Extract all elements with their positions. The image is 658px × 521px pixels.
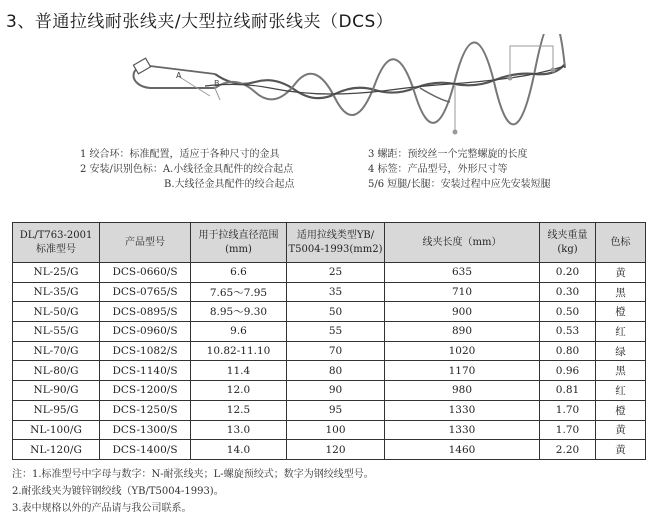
- cell-clamp-weight: 0.20: [540, 263, 596, 283]
- legend-left: [80, 147, 295, 192]
- callout-b-line: [214, 86, 220, 100]
- cell-color-code: 橙: [596, 302, 646, 322]
- grip-label-tag: [133, 58, 150, 74]
- cell-clamp-length: 890: [385, 322, 540, 342]
- header-standard-model: DL/T763-2001 标准型号: [13, 223, 100, 263]
- header-color-code: 色标: [596, 223, 646, 263]
- cell-color-code: 黄: [596, 263, 646, 283]
- cell-color-code: 红: [596, 322, 646, 342]
- cell-clamp-length: 1460: [385, 440, 540, 460]
- cell-clamp-length: 635: [385, 263, 540, 283]
- cell-color-code: 绿: [596, 341, 646, 361]
- callout-a-label: A: [176, 71, 182, 80]
- pitch-marker-2: [551, 68, 556, 73]
- table-header-row: [13, 223, 646, 263]
- cell-diameter-range: 10.82-11.10: [191, 341, 287, 361]
- cell-product-model: DCS-1400/S: [100, 440, 191, 460]
- cell-clamp-weight: 0.96: [540, 361, 596, 381]
- header-strand-type: 适用拉线类型YB/ T5004-1993(mm2): [287, 223, 385, 263]
- cell-standard-model: NL-80/G: [13, 361, 100, 381]
- cell-color-code: 黄: [596, 440, 646, 460]
- leg-marker: [453, 130, 458, 135]
- cell-standard-model: NL-55/G: [13, 322, 100, 342]
- header-product-model: 产品型号: [100, 223, 191, 263]
- cell-clamp-length: 710: [385, 282, 540, 302]
- cell-clamp-weight: 0.50: [540, 302, 596, 322]
- cell-standard-model: NL-70/G: [13, 341, 100, 361]
- cell-diameter-range: 14.0: [191, 440, 287, 460]
- cell-clamp-weight: 1.70: [540, 400, 596, 420]
- cell-color-code: 黄: [596, 420, 646, 440]
- cell-product-model: DCS-0895/S: [100, 302, 191, 322]
- cell-strand-type: 35: [287, 282, 385, 302]
- cell-clamp-length: 900: [385, 302, 540, 322]
- cell-standard-model: NL-50/G: [13, 302, 100, 322]
- cell-diameter-range: 7.65～7.95: [191, 282, 287, 302]
- cell-clamp-length: 1170: [385, 361, 540, 381]
- cell-strand-type: 90: [287, 381, 385, 401]
- cell-clamp-weight: 2.20: [540, 440, 596, 460]
- cell-strand-type: 120: [287, 440, 385, 460]
- cell-color-code: 黑: [596, 361, 646, 381]
- cell-diameter-range: 6.6: [191, 263, 287, 283]
- cell-diameter-range: 8.95～9.30: [191, 302, 287, 322]
- cell-clamp-weight: 0.81: [540, 381, 596, 401]
- dead-end-grip-diagram: [0, 34, 658, 146]
- cell-standard-model: NL-100/G: [13, 420, 100, 440]
- spec-table: [12, 222, 646, 460]
- cell-diameter-range: 12.5: [191, 400, 287, 420]
- cell-clamp-length: 1020: [385, 341, 540, 361]
- header-clamp-weight: 线夹重量 (kg): [540, 223, 596, 263]
- cell-diameter-range: 12.0: [191, 381, 287, 401]
- table-row: [13, 341, 646, 361]
- table-row: [13, 361, 646, 381]
- cell-color-code: 橙: [596, 400, 646, 420]
- cell-standard-model: NL-25/G: [13, 263, 100, 283]
- cell-product-model: DCS-1300/S: [100, 420, 191, 440]
- cell-clamp-length: 1330: [385, 420, 540, 440]
- cell-clamp-weight: 0.53: [540, 322, 596, 342]
- cell-standard-model: NL-120/G: [13, 440, 100, 460]
- short-leg: [420, 88, 450, 102]
- legend-item-color-mark-b: B.大线径金具配件的绞合起点: [164, 179, 295, 190]
- table-row: [13, 263, 646, 283]
- table-row: [13, 400, 646, 420]
- cell-product-model: DCS-1082/S: [100, 341, 191, 361]
- table-row: [13, 381, 646, 401]
- cell-clamp-weight: 0.80: [540, 341, 596, 361]
- cell-strand-type: 55: [287, 322, 385, 342]
- cell-standard-model: NL-35/G: [13, 282, 100, 302]
- cell-clamp-weight: 1.70: [540, 420, 596, 440]
- table-row: [13, 440, 646, 460]
- cell-product-model: DCS-0960/S: [100, 322, 191, 342]
- cell-clamp-length: 980: [385, 381, 540, 401]
- table-row: [13, 322, 646, 342]
- table-body: [13, 263, 646, 460]
- legend-item-twist-loop: 1 绞合环：标准配置，适应于各种尺寸的金具: [80, 149, 280, 160]
- cell-strand-type: 100: [287, 420, 385, 440]
- legend-right: [368, 147, 551, 192]
- footnotes: [12, 466, 374, 517]
- cell-strand-type: 50: [287, 302, 385, 322]
- cell-strand-type: 70: [287, 341, 385, 361]
- cell-product-model: DCS-0660/S: [100, 263, 191, 283]
- cell-product-model: DCS-0765/S: [100, 282, 191, 302]
- cell-product-model: DCS-1250/S: [100, 400, 191, 420]
- section-heading: 3、普通拉线耐张线夹/大型拉线耐张线夹（DCS）: [6, 12, 394, 32]
- legend-item-legs: 5/6 短腿/长腿：安装过程中应先安装短腿: [368, 179, 551, 190]
- cell-clamp-weight: 0.30: [540, 282, 596, 302]
- cell-strand-type: 95: [287, 400, 385, 420]
- cell-diameter-range: 11.4: [191, 361, 287, 381]
- legend-item-pitch: 3 螺距：预绞丝一个完整螺旋的长度: [368, 149, 528, 160]
- footnote-2: 2.耐张线夹为镀锌钢绞线（YB/T5004-1993)。: [12, 486, 224, 497]
- legend-item-color-mark: 2 安装/识别色标：A.小线径金具配件的绞合起点: [80, 164, 294, 175]
- cell-diameter-range: 13.0: [191, 420, 287, 440]
- pitch-marker: [508, 76, 513, 81]
- cell-diameter-range: 9.6: [191, 322, 287, 342]
- cell-strand-type: 25: [287, 263, 385, 283]
- table-row: [13, 420, 646, 440]
- footnote-1: 注：1.标准型号中字母与数字：N-耐张线夹；L-螺旋预绞式；数字为钢绞线型号。: [12, 469, 374, 480]
- table-row: [13, 282, 646, 302]
- callout-b-label: B: [214, 79, 220, 88]
- cell-strand-type: 80: [287, 361, 385, 381]
- cell-standard-model: NL-95/G: [13, 400, 100, 420]
- legend-item-label: 4 标签：产品型号，外形尺寸等: [368, 164, 508, 175]
- cell-standard-model: NL-90/G: [13, 381, 100, 401]
- cell-product-model: DCS-1200/S: [100, 381, 191, 401]
- footnote-3: 3.表中规格以外的产品请与我公司联系。: [12, 503, 192, 514]
- cell-color-code: 红: [596, 381, 646, 401]
- table-row: [13, 302, 646, 322]
- cell-clamp-length: 1330: [385, 400, 540, 420]
- header-clamp-length: 线夹长度（mm）: [385, 223, 540, 263]
- cell-color-code: 黑: [596, 282, 646, 302]
- cell-product-model: DCS-1140/S: [100, 361, 191, 381]
- header-diameter-range: 用于拉线直径范围 (mm): [191, 223, 287, 263]
- helix-strand-1: [215, 64, 565, 98]
